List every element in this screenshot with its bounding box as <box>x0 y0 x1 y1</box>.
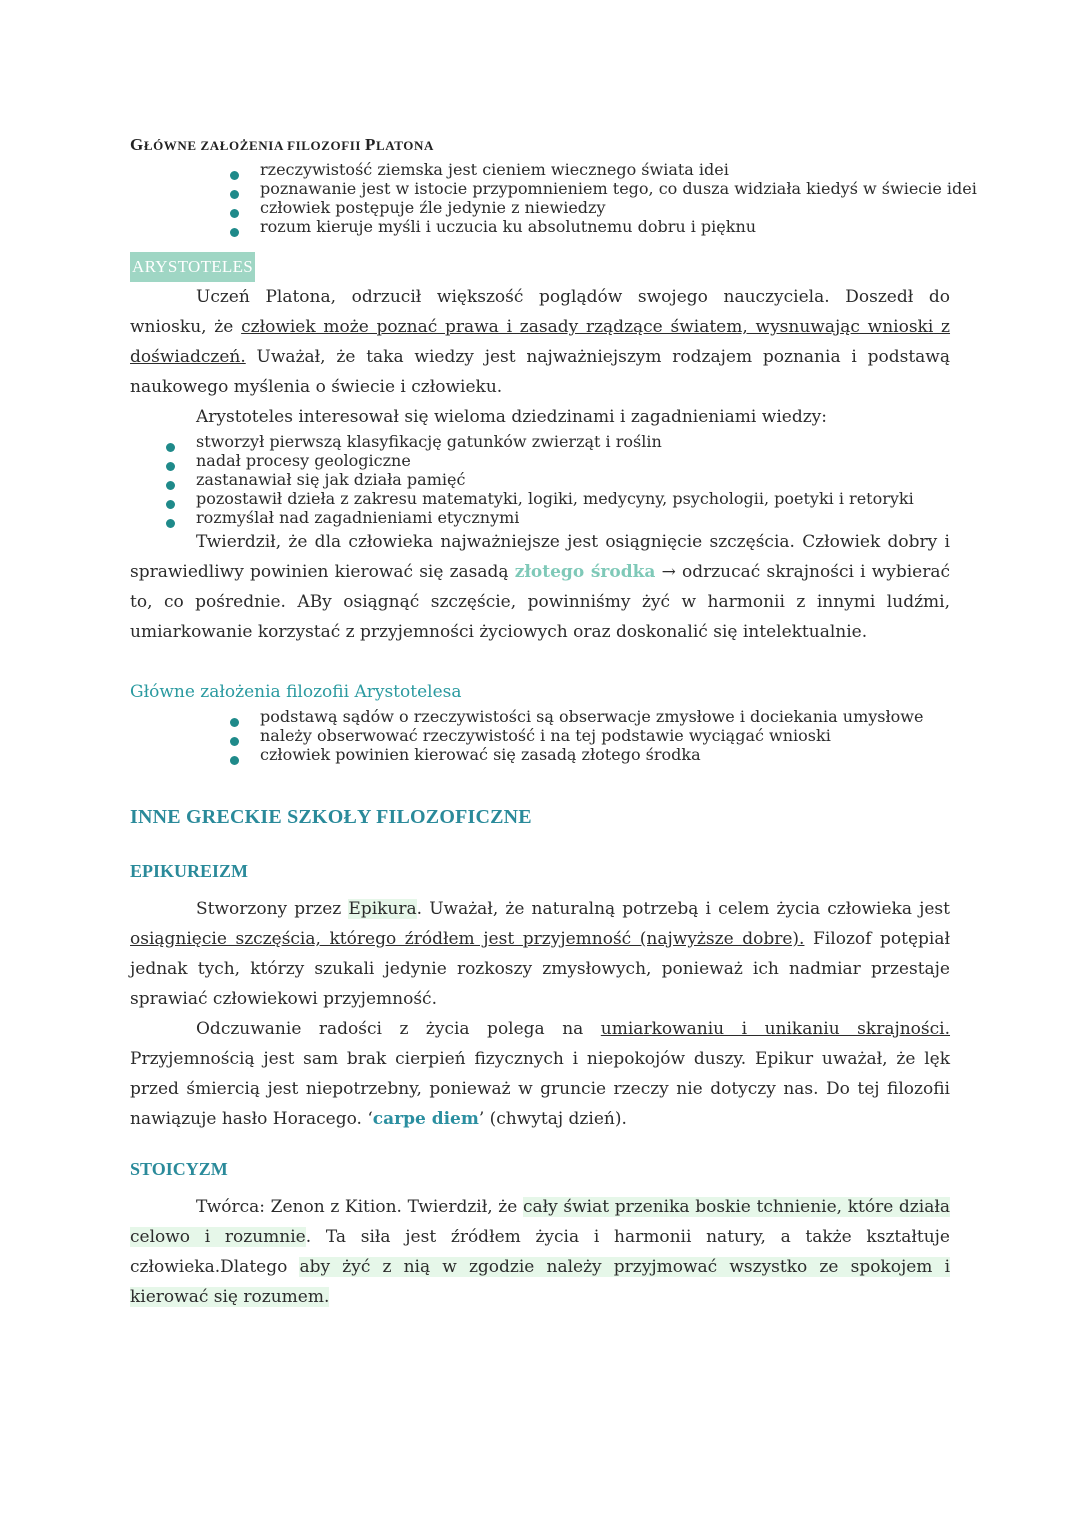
list-item: człowiek powinien kierować się zasadą złotego środka <box>130 745 950 764</box>
aristotle-tag: ARYSTOTELES <box>130 252 255 282</box>
document-page <box>130 130 977 1312</box>
list-item: stworzył pierwszą klasyfikację gatunków zwierząt i roślin <box>130 432 950 451</box>
list-item: poznawanie jest w istocie przypomnieniem tego, co dusza widziała kiedyś w świecie idei <box>130 179 950 198</box>
list-item: rozmyślał nad zagadnieniami etycznymi <box>130 508 950 527</box>
aristotle-interests-paragraph: Arystoteles interesował się wieloma dziedzinami i zagadnieniami wiedzy: <box>196 407 827 427</box>
list-item: człowiek postępuje źle jedynie z niewiedzy <box>130 198 950 217</box>
aristotle-intro-paragraph: Uczeń Platona, odrzucił większość poglądów swojego nauczyciela. Doszedł do wniosku, że człowiek może poznać prawa i zasady rządzące światem, wysnuwając wnioski z doświadczeń. Uważał, że taka wiedzy jest najważniejszym rodzajem poznania i podstawą naukowego myślenia o świecie i człowieku. <box>130 287 951 397</box>
aristotle-principles-list <box>130 707 950 764</box>
list-item: rzeczywistość ziemska jest cieniem wiecznego świata idei <box>130 160 950 179</box>
other-schools-heading: INNE GRECKIE SZKOŁY FILOZOFICZNE <box>130 806 532 828</box>
list-item: zastanawiał się jak działa pamięć <box>130 470 950 489</box>
aristotle-interests-list <box>130 432 950 527</box>
epicureanism-paragraph-2: Odczuwanie radości z życia polega na umiarkowaniu i unikaniu skrajności. Przyjemnością jest sam brak cierpień fizycznych i niepokojów duszy. Epikur uważał, że lęk przed śmiercią jest niepotrzebny, ponieważ w gruncie rzeczy nie dotyczy nas. Do tej filozofii nawiązuje hasło Horacego. ‘carpe diem’ (chwytaj dzień). <box>130 1019 951 1129</box>
bullet-icon <box>166 519 175 528</box>
bullet-icon <box>230 228 239 237</box>
list-item: rozum kieruje myśli i uczucia ku absolutnemu dobru i pięknu <box>130 217 950 236</box>
list-item: należy obserwować rzeczywistość i na tej podstawie wyciągać wnioski <box>130 726 950 745</box>
list-item: podstawą sądów o rzeczywistości są obserwacje zmysłowe i dociekania umysłowe <box>130 707 950 726</box>
bullet-icon <box>230 756 239 765</box>
stoicism-heading: STOICYZM <box>130 1159 228 1179</box>
epicureanism-paragraph-1: Stworzony przez Epikura. Uważał, że naturalną potrzebą i celem życia człowieka jest osiągnięcie szczęścia, którego źródłem jest przyjemność (najwyższe dobre). Filozof potępiał jednak tych, którzy szukali jedynie rozkoszy zmysłowych, ponieważ ich nadmiar przestaje sprawiać człowiekowi przyjemność. <box>130 899 951 1009</box>
epicureanism-heading: EPIKUREIZM <box>130 861 249 881</box>
list-item: nadał procesy geologiczne <box>130 451 950 470</box>
plato-heading: GŁÓWNE ZAŁOŻENIA FILOZOFII PLATONA <box>130 135 434 154</box>
plato-principles-list <box>130 160 977 236</box>
aristotle-principles-heading: Główne założenia filozofii Arystotelesa <box>130 682 462 702</box>
list-item: pozostawił dzieła z zakresu matematyki, logiki, medycyny, psychologii, poetyki i retoryki <box>130 489 950 508</box>
stoicism-paragraph: Twórca: Zenon z Kition. Twierdził, że cały świat przenika boskie tchnienie, które działa celowo i rozumnie. Ta siła jest źródłem życia i harmonii natury, a także kształtuje człowieka.Dlatego aby żyć z nią w zgodzie należy przyjmować wszystko ze spokojem i kierować się rozumem. <box>130 1197 951 1307</box>
aristotle-ethics-paragraph: Twierdził, że dla człowieka najważniejsze jest osiągnięcie szczęścia. Człowiek dobry i sprawiedliwy powinien kierować się zasadą złotego środka → odrzucać skrajności i wybierać to, co pośrednie. ABy osiągnąć szczęście, powinniśmy żyć w harmonii z innymi ludźmi, umiarkowanie korzystać z przyjemności życiowych oraz doskonalić się intelektualnie. <box>130 532 950 642</box>
